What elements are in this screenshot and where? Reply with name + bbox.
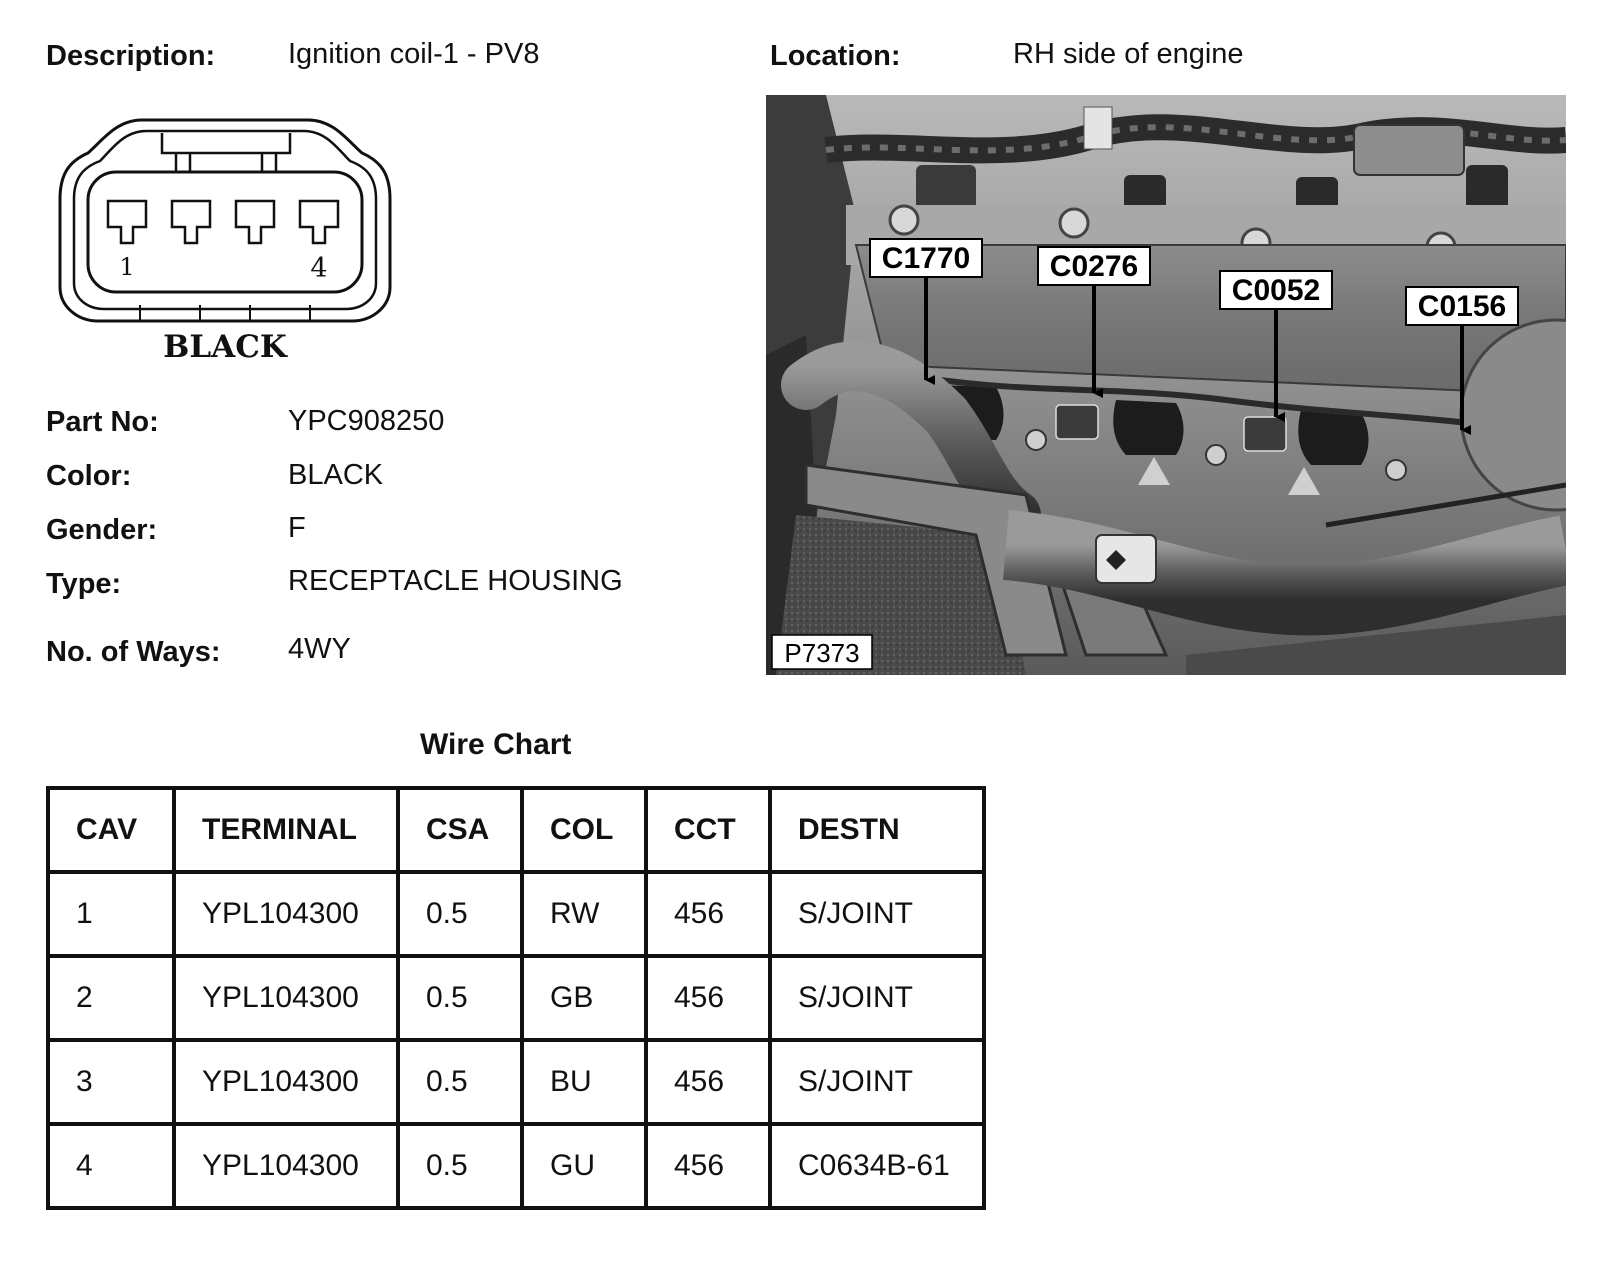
table-cell: YPL104300: [174, 1124, 398, 1208]
terminal-cavity-4: [300, 201, 338, 243]
latch-tab: [162, 133, 290, 173]
part-no-value: YPC908250: [288, 405, 445, 437]
photo-ref-code: P7373: [784, 638, 860, 668]
terminal-cavity-3: [236, 201, 274, 243]
callout-c0156: C0156: [1417, 290, 1507, 323]
table-cell: GU: [522, 1124, 646, 1208]
connector-color-caption: BLACK: [163, 329, 287, 365]
table-cell: 0.5: [398, 1124, 522, 1208]
table-cell: 2: [48, 956, 174, 1040]
table-cell: YPL104300: [174, 872, 398, 956]
description-value: Ignition coil-1 - PV8: [288, 38, 540, 70]
table-cell: RW: [522, 872, 646, 956]
description-label: Description:: [46, 40, 216, 72]
table-cell: 456: [646, 956, 770, 1040]
table-cell: GB: [522, 956, 646, 1040]
table-cell: C0634B-61: [770, 1124, 984, 1208]
table-cell: 0.5: [398, 956, 522, 1040]
table-cell: YPL104300: [174, 956, 398, 1040]
column-header: COL: [522, 788, 646, 872]
table-cell: 1: [48, 872, 174, 956]
terminal-cavity-1: [108, 201, 146, 243]
table-cell: S/JOINT: [770, 1040, 984, 1124]
table-row: [48, 1040, 984, 1124]
pin-label-last: 4: [310, 253, 328, 284]
ways-label: No. of Ways:: [46, 636, 221, 668]
table-cell: 456: [646, 1040, 770, 1124]
column-header: TERMINAL: [174, 788, 398, 872]
connector-face-diagram: [50, 115, 400, 365]
table-cell: 0.5: [398, 872, 522, 956]
callout-c1770: C1770: [881, 242, 971, 275]
table-cell: S/JOINT: [770, 956, 984, 1040]
wire-chart-table: [46, 786, 986, 1210]
table-row: [48, 956, 984, 1040]
ways-value: 4WY: [288, 633, 351, 665]
table-row: [48, 872, 984, 956]
table-cell: YPL104300: [174, 1040, 398, 1124]
type-label: Type:: [46, 568, 122, 600]
column-header: CCT: [646, 788, 770, 872]
color-label: Color:: [46, 460, 132, 492]
table-cell: 0.5: [398, 1040, 522, 1124]
gender-label: Gender:: [46, 514, 158, 546]
pin-label-first: 1: [119, 253, 135, 281]
column-header: DESTN: [770, 788, 984, 872]
connector-inner-outline: [74, 131, 376, 309]
table-cell: 3: [48, 1040, 174, 1124]
terminal-cavity-2: [172, 201, 210, 243]
column-header: CAV: [48, 788, 174, 872]
engine-location-photo: [766, 95, 1566, 675]
color-value: BLACK: [288, 459, 384, 491]
table-row: [48, 1124, 984, 1208]
table-cell: 456: [646, 1124, 770, 1208]
table-cell: BU: [522, 1040, 646, 1124]
callout-c0276: C0276: [1049, 250, 1139, 283]
location-label: Location:: [770, 40, 901, 72]
table-cell: 456: [646, 872, 770, 956]
part-no-label: Part No:: [46, 406, 159, 438]
location-value: RH side of engine: [1013, 38, 1244, 70]
table-header-row: [48, 788, 984, 872]
wire-chart-title: Wire Chart: [420, 728, 572, 761]
callout-c0052: C0052: [1231, 274, 1321, 307]
type-value: RECEPTACLE HOUSING: [288, 565, 623, 597]
table-cell: S/JOINT: [770, 872, 984, 956]
table-cell: 4: [48, 1124, 174, 1208]
column-header: CSA: [398, 788, 522, 872]
gender-value: F: [288, 512, 306, 544]
